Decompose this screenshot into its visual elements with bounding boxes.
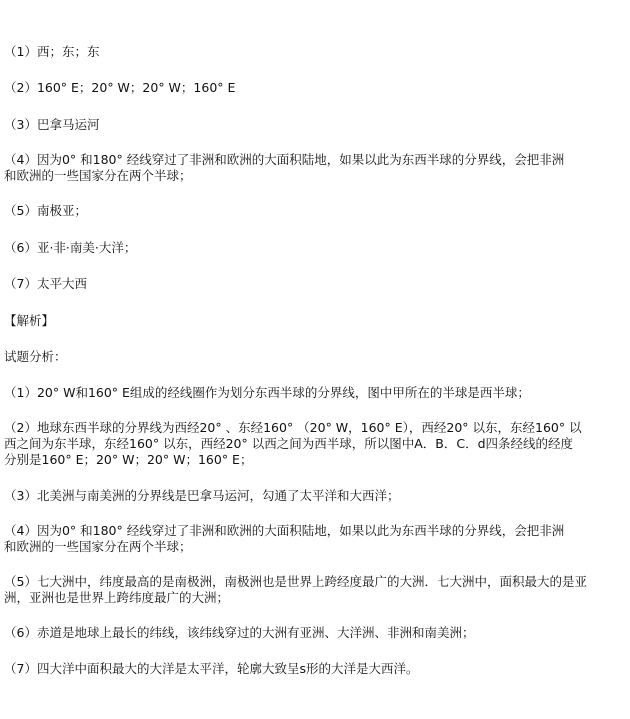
answer-4-line2: 和欧洲的一些国家分在两个半球； — [4, 168, 192, 183]
answer-2 — [4, 80, 235, 96]
answer-6 — [4, 240, 136, 256]
answer-5 — [4, 203, 87, 219]
answer-4-text-1: 因为0° 和180° 经线穿过了非洲和欧洲的大面积陆地，如果以此为东西半球的分界线，会把非洲 — [36, 152, 565, 167]
answer-7 — [4, 276, 87, 292]
analysis-2-line1 — [4, 420, 624, 436]
analysis-3-text: 北美洲与南美洲的分界线是巴拿马运河，勾通了太平洋和大西洋； — [36, 488, 400, 503]
analysis-1-num: （1） — [4, 385, 37, 400]
analysis-7-num: （7） — [4, 661, 37, 676]
analysis-3-num: （3） — [4, 488, 37, 503]
answer-3 — [4, 117, 99, 133]
analysis-2 — [4, 420, 624, 468]
analysis-2-num: （2） — [4, 420, 37, 435]
analysis-4-line1 — [4, 523, 624, 539]
answer-7-num: （7） — [4, 276, 37, 291]
answer-1-num: （1） — [4, 44, 37, 59]
answer-3-text: 巴拿马运河 — [36, 117, 100, 132]
analysis-3 — [4, 488, 399, 504]
answer-4 — [4, 152, 624, 184]
analysis-2-line3: 分别是160° E；20° W；20° W；160° E； — [4, 452, 253, 467]
answer-4-num: （4） — [4, 152, 37, 167]
answer-5-num: （5） — [4, 203, 37, 218]
analysis-intro: 试题分析： — [4, 349, 67, 364]
analysis-2-text-1: 地球东西半球的分界线为西经20° 、东经160° （20° W，160° E），西经20° 以东，东经160° 以 — [36, 420, 582, 435]
analysis-1-text: 20° W和160° E组成的经线圈作为划分东西半球的分界线，图中甲所在的半球是西半球； — [36, 385, 530, 400]
analysis-6-text: 赤道是地球上最长的纬线，该纬线穿过的大洲有亚洲、大洋洲、非洲和南美洲； — [36, 625, 475, 640]
answer-1-text: 西；东；东 — [36, 44, 100, 59]
answer-5-text: 南极亚； — [36, 203, 87, 218]
analysis-1 — [4, 385, 530, 401]
answer-2-num: （2） — [4, 80, 37, 95]
answer-6-num: （6） — [4, 240, 37, 255]
analysis-5-num: （5） — [4, 574, 37, 589]
answer-7-text: 太平大西 — [36, 276, 87, 291]
answer-6-text: 亚·非·南美·大洋； — [36, 240, 137, 255]
analysis-4 — [4, 523, 624, 555]
analysis-5-line1 — [4, 574, 624, 590]
analysis-5-text-1: 七大洲中，纬度最高的是南极洲，南极洲也是世界上跨经度最广的大洲．七大洲中，面积最大的是亚 — [36, 574, 587, 589]
analysis-7 — [4, 661, 418, 677]
analysis-4-line2: 和欧洲的一些国家分在两个半球； — [4, 539, 192, 554]
analysis-header: 【解析】 — [4, 313, 55, 328]
analysis-7-text: 四大洋中面积最大的大洋是太平洋，轮廓大致呈s形的大洋是大西洋。 — [36, 661, 419, 676]
analysis-6 — [4, 625, 474, 641]
analysis-6-num: （6） — [4, 625, 37, 640]
answer-4-line1 — [4, 152, 624, 168]
analysis-5-line2: 洲，亚洲也是世界上跨纬度最广的大洲； — [4, 590, 230, 605]
answer-2-text: 160° E；20° W；20° W；160° E — [36, 80, 236, 95]
analysis-5 — [4, 574, 624, 606]
analysis-4-text-1: 因为0° 和180° 经线穿过了非洲和欧洲的大面积陆地，如果以此为东西半球的分界线，会把非洲 — [36, 523, 565, 538]
answer-1 — [4, 44, 99, 60]
analysis-4-num: （4） — [4, 523, 37, 538]
answer-3-num: （3） — [4, 117, 37, 132]
analysis-2-line2: 西之间为东半球，东经160° 以东，西经20° 以西之间为西半球，所以图中A．B．C．d四条经线的经度 — [4, 436, 574, 451]
